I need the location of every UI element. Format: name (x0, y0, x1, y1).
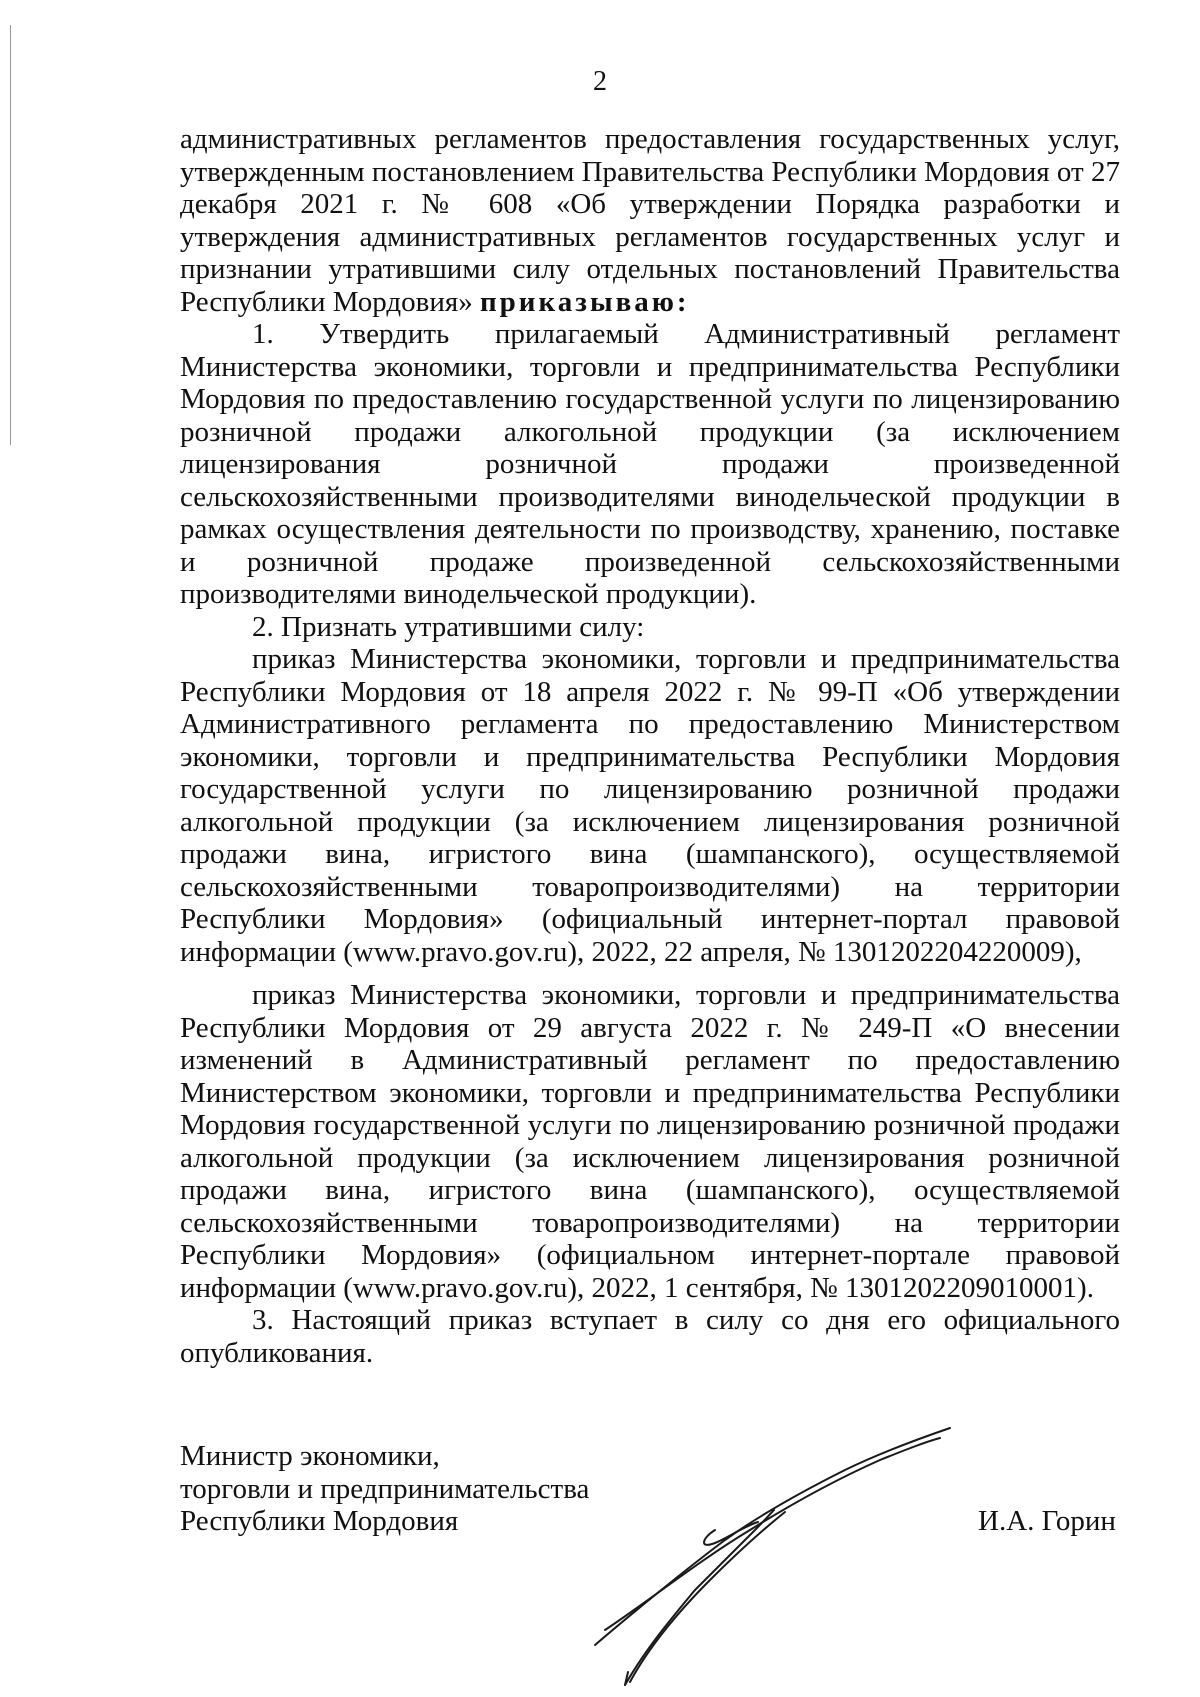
signatory-title-line-3: Республики Мордовия (180, 1505, 459, 1537)
signatory-name: И.А. Горин (978, 1505, 1116, 1537)
preamble-paragraph (180, 123, 1120, 318)
order-keyword: приказываю: (479, 285, 690, 318)
handwritten-signature-icon (590, 1420, 970, 1690)
signatory-title-block (180, 1440, 589, 1538)
item-2b-paragraph: приказ Министерства экономики, торговли и предпринимательства Республики Мордовия от 29 августа 2022 г. № 249-П «О внесении изменений в Административный регламент по предоставлению Министерством экономики, торговли и предпринимательства Республики Мордовия государственной услуги по лицензированию розничной продажи алкогольной продукции (за исключением лицензирования розничной продажи вина, игристого вина (шампанского), осуществляемой сельскохозяйственными товаропроизводителями) на территории Республики Мордовия» (официальном интернет-портале правовой информации (www.pravo.gov.ru), 2022, 1 сентября, № 1301202209010001). (180, 979, 1120, 1304)
page-number: 2 (593, 66, 607, 97)
item-3-paragraph: 3. Настоящий приказ вступает в силу со дня его официального опубликования. (180, 1304, 1120, 1369)
preamble-text: административных регламентов предоставления государственных услуг, утвержденным постановлением Правительства Республики Мордовия от 27 декабря 2021 г. № 608 «Об утверждении Порядка разработки и утверждения административных регламентов государственных услуг и признании утратившими силу отдельных постановлений Правительства Республики Мордовия» (180, 123, 1120, 318)
signatory-title-line-1: Министр экономики, (180, 1440, 440, 1472)
item-1-paragraph: 1. Утвердить прилагаемый Административный регламент Министерства экономики, торговли и предпринимательства Республики Мордовия по предоставлению государственной услуги по лицензированию розничной продажи алкогольной продукции (за исключением лицензирования розничной продажи произведенной сельскохозяйственными производителями винодельческой продукции в рамках осуществления деятельности по производству, хранению, поставке и розничной продаже произведенной сельскохозяйственными производителями винодельческой продукции). (180, 318, 1120, 610)
item-2a-paragraph: приказ Министерства экономики, торговли и предпринимательства Республики Мордовия от 18 апреля 2022 г. № 99-П «Об утверждении Административного регламента по предоставлению Министерством экономики, торговли и предпринимательства Республики Мордовия государственной услуги по лицензированию розничной продажи алкогольной продукции (за исключением лицензирования розничной продажи вина, игристого вина (шампанского), осуществляемой сельскохозяйственными товаропроизводителями) на территории Республики Мордовия» (официальный интернет-портал правовой информации (www.pravo.gov.ru), 2022, 22 апреля, № 1301202204220009), (180, 643, 1120, 968)
item-2-paragraph: 2. Признать утратившими силу: (252, 610, 645, 643)
signatory-title-line-2: торговли и предпринимательства (180, 1472, 590, 1505)
document-body (180, 123, 1120, 1369)
